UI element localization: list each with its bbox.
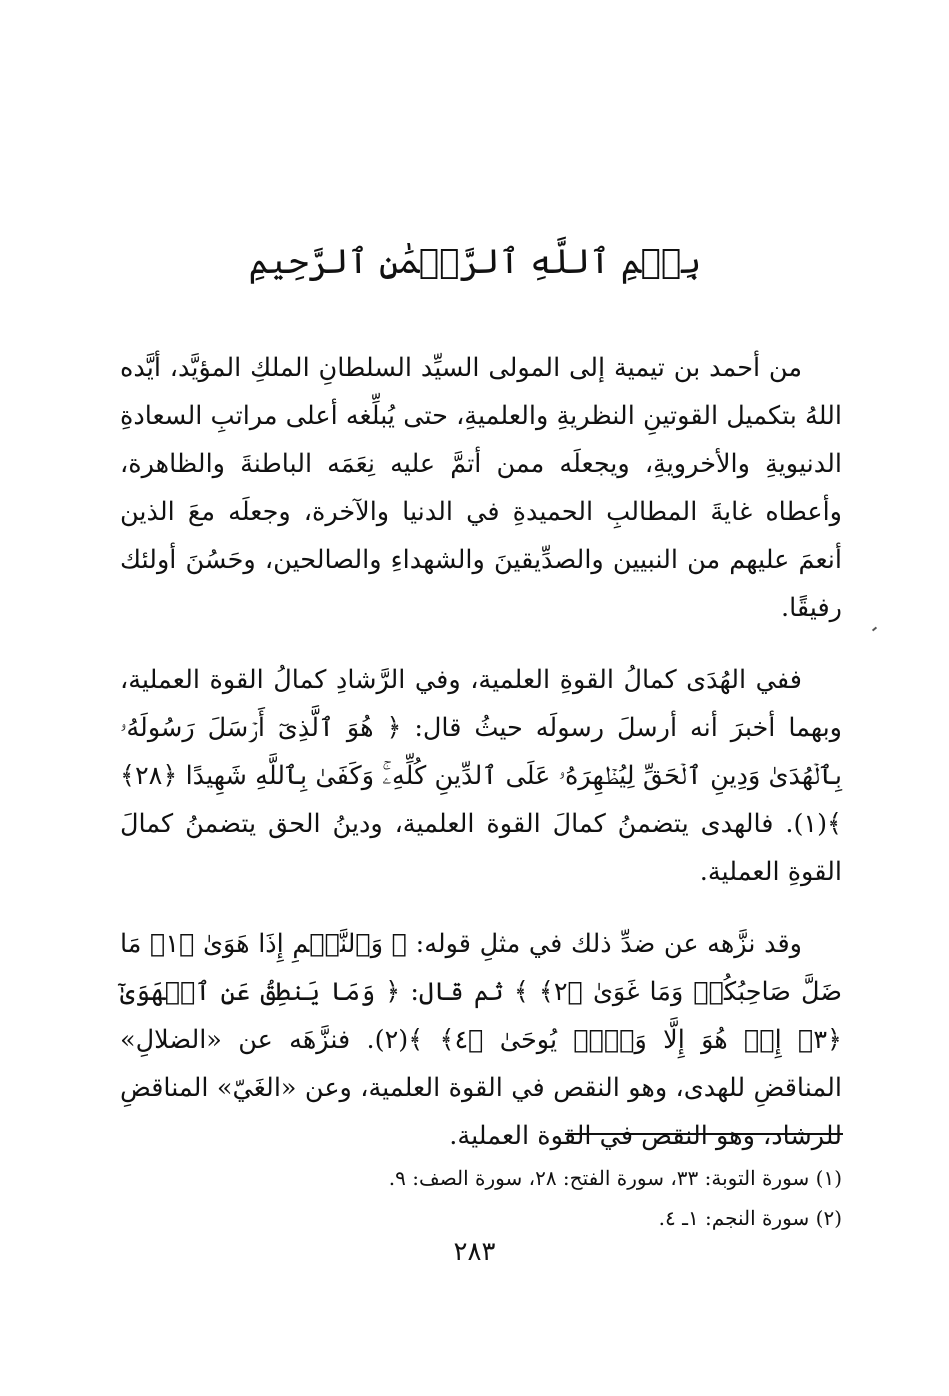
footnote-1: (١) سورة التوبة: ٣٣، سورة الفتح: ٢٨، سورة الصف: ٩. bbox=[388, 1166, 842, 1190]
basmala-heading: بِسۡمِ ٱللَّهِ ٱلرَّحۡمَٰنِ ٱلرَّحِيمِ bbox=[248, 242, 702, 282]
footnote-2: (٢) سورة النجم: ١ـ ٤. bbox=[658, 1206, 842, 1230]
paragraph-3: وقد نزَّهه عن ضدِّ ذلك في مثلِ قوله: ﴿ وَٱلنَّجۡمِ إِذَا هَوَىٰ ﴿١﴾ مَا ضَلَّ صَاحِبُكُمۡ وَمَا غَوَىٰ ﴿٢﴾ ﴾ ثم قال: ﴿ وَمَا يَنطِقُ عَنِ ٱلۡهَوَىٰٓ ﴿٣﴾ إِنۡ هُوَ إِلَّا وَحۡىٞ يُوحَىٰ ﴿٤﴾ ﴾(٢). فنزَّهَه عن «الضلالِ» المناقضِ للهدى، وهو النقص في القوة العلمية، وعن «الغَيّ» المناقضِ للرشاد، وهو النقص في القوة العملية. bbox=[120, 929, 843, 1151]
paragraph-2: ففي الهُدَى كمالُ القوةِ العلمية، وفي الرَّشادِ كمالُ القوة العملية، وبهما أخبرَ أنه أرسلَ رسولَه حيثُ قال: ﴿ هُوَ ٱلَّذِىٓ أَرۡسَلَ رَسُولَهُۥ بِٱلۡهُدَىٰ وَدِينِ ٱلۡحَقِّ لِيُظۡهِرَهُۥ عَلَى ٱلدِّينِ كُلِّهِۦۚ وَكَفَىٰ بِٱللَّهِ شَهِيدًا ﴿٢٨﴾ ﴾(١). فالهدى يتضمنُ كمالَ القوة العلمية، ودينُ الحق يتضمنُ كمالَ القوةِ العملية. bbox=[120, 665, 842, 887]
page-number: ٢٨٣ bbox=[453, 1237, 496, 1267]
main-text bbox=[120, 344, 842, 1160]
footnotes bbox=[120, 1158, 842, 1238]
footnote-divider bbox=[565, 1133, 843, 1135]
scan-speck bbox=[872, 627, 877, 632]
paragraph-1: من أحمد بن تيمية إلى المولى السيِّد السلطانِ الملكِ المؤيَّد، أيَّده اللهُ بتكميل القوتينِ النظريةِ والعلميةِ، حتى يُبلِّغه أعلى مراتبِ السعادةِ الدنيويةِ والأخرويةِ، ويجعلَه ممن أتمَّ عليه نِعَمَه الباطنةَ والظاهرة، وأعطاه غايةَ المطالبِ الحميدةِ في الدنيا والآخرة، وجعلَه معَ الذين أنعمَ عليهم من النبيين والصدِّيقينَ والشهداءِ والصالحين، وحَسُنَ أولئك رفيقًا. bbox=[120, 353, 842, 623]
